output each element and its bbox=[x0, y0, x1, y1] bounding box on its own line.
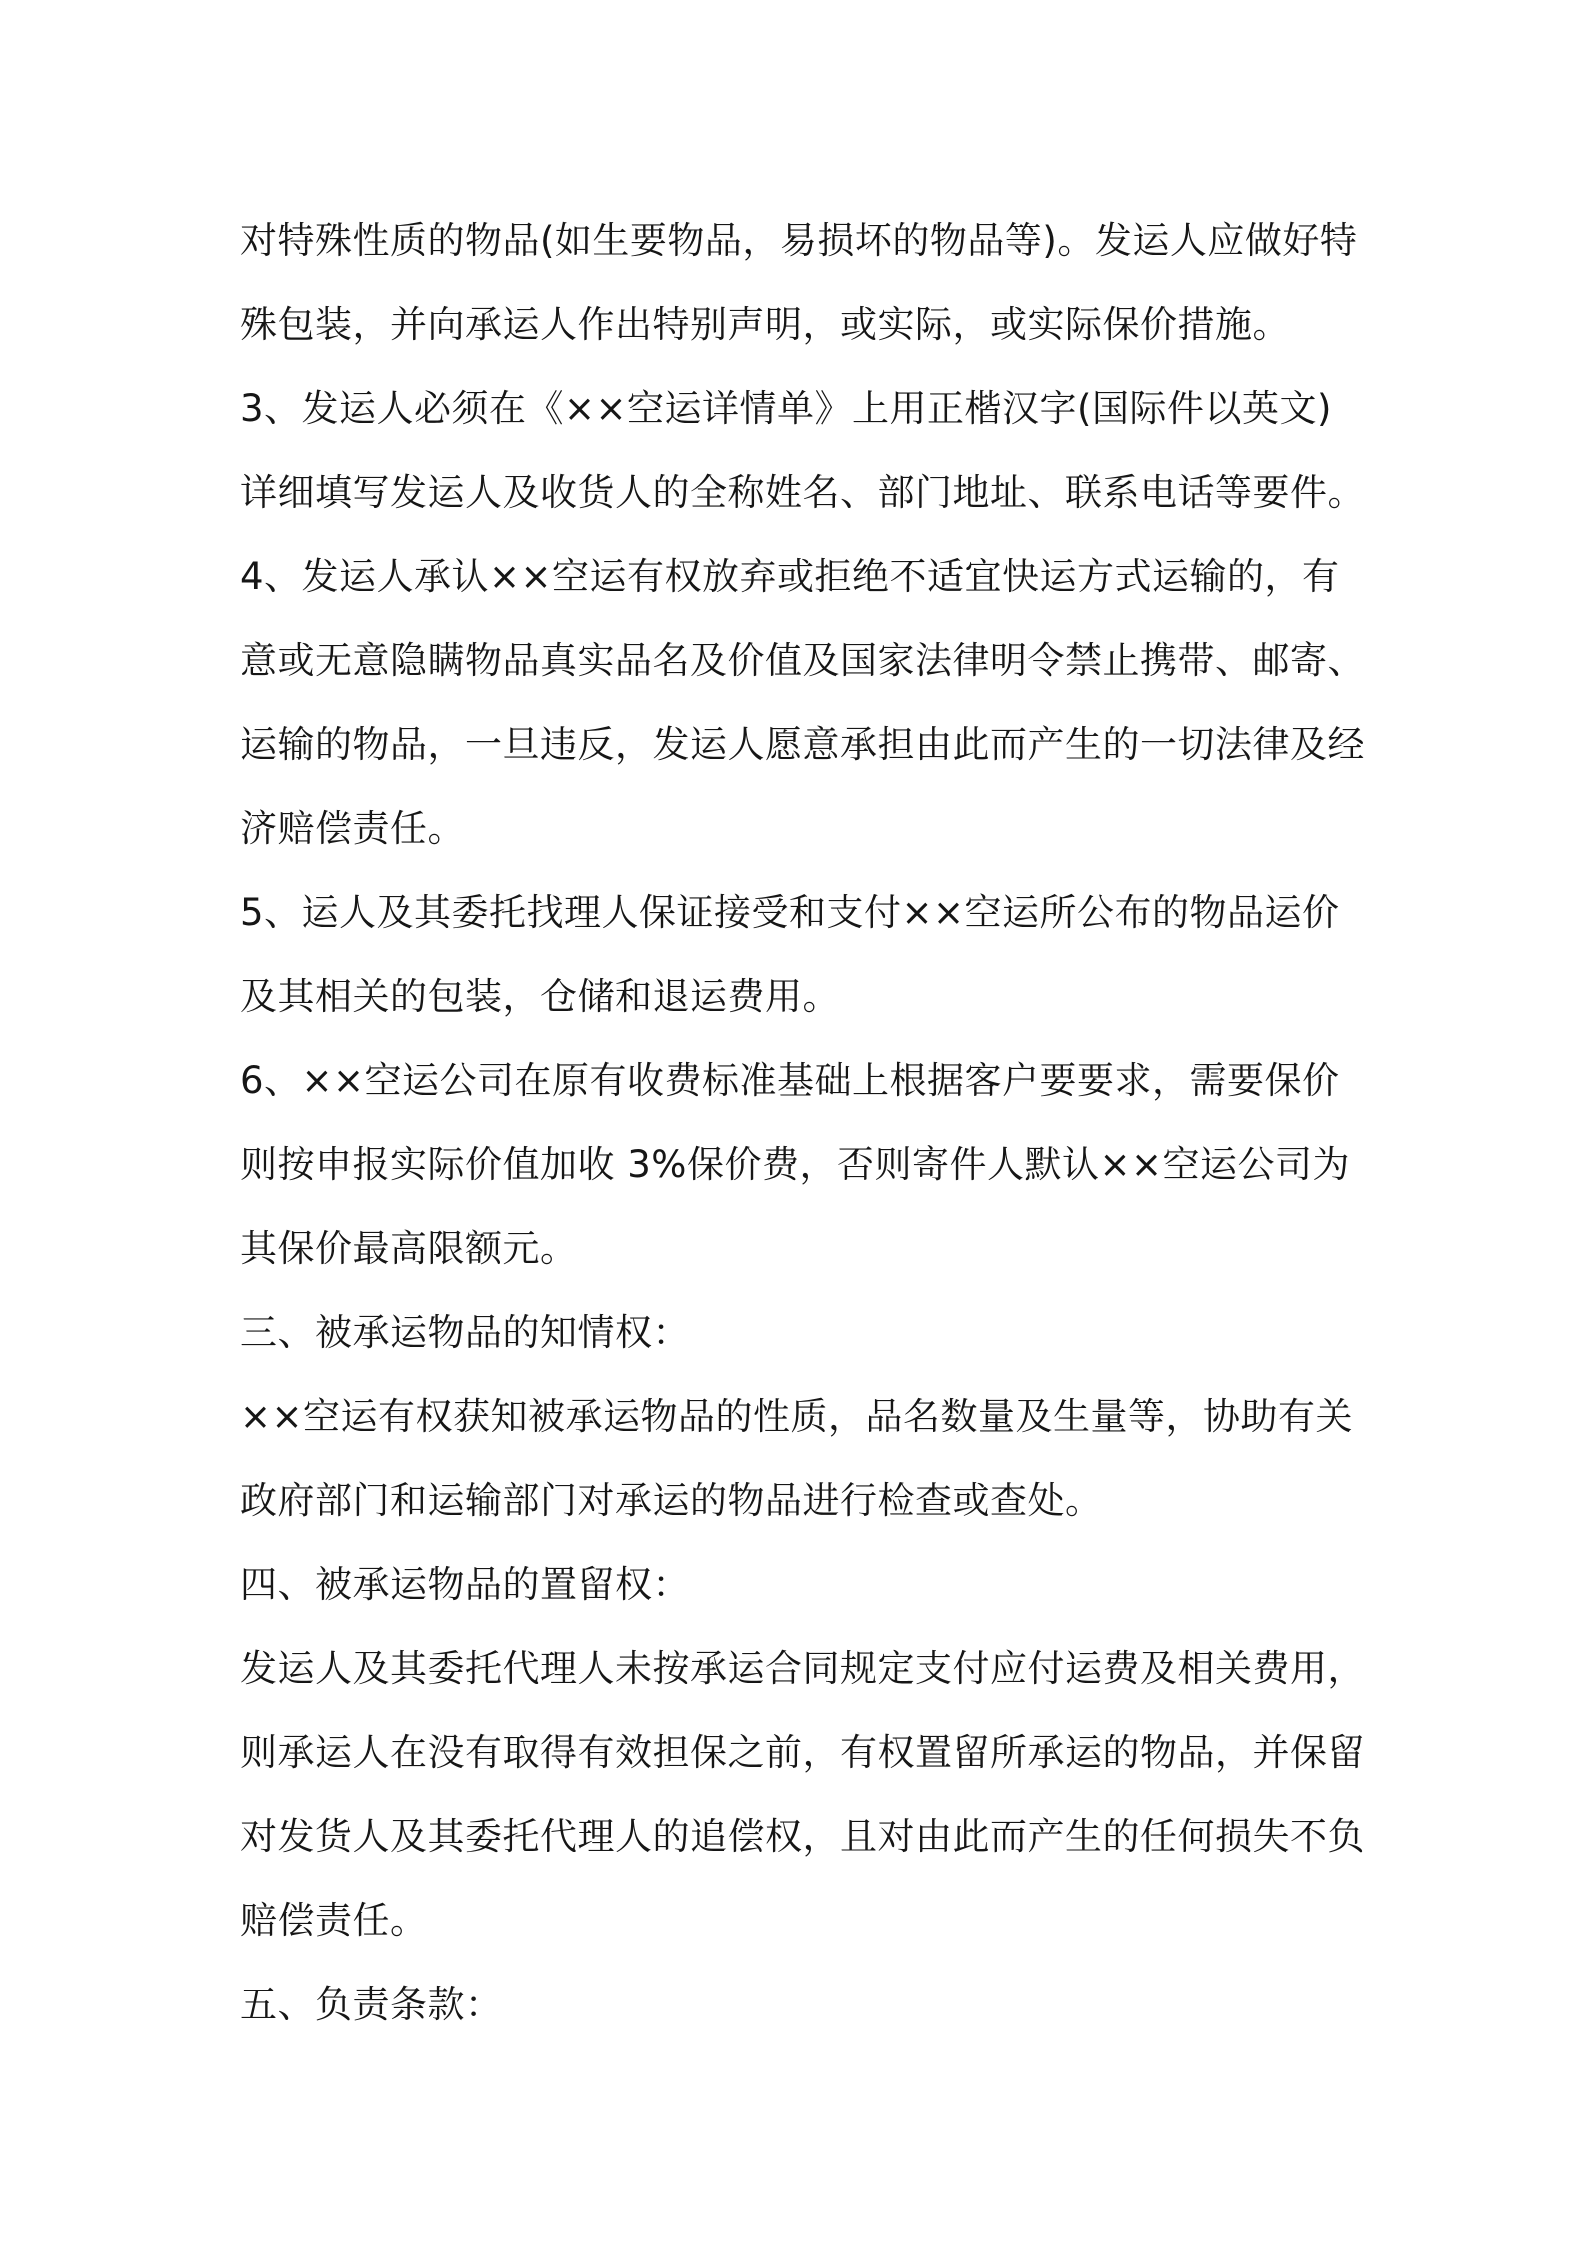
text-line: 则按申报实际价值加收 3%保价费，否则寄件人默认××空运公司为 bbox=[240, 1143, 1350, 1186]
text-line: 意或无意隐瞒物品真实品名及价值及国家法律明令禁止携带、邮寄、 bbox=[240, 639, 1365, 682]
text-line: 5、运人及其委托找理人保证接受和支付××空运所公布的物品运价 bbox=[240, 891, 1340, 934]
text-line: 详细填写发运人及收货人的全称姓名、部门地址、联系电话等要件。 bbox=[240, 471, 1365, 514]
text-line: 则承运人在没有取得有效担保之前，有权置留所承运的物品，并保留 bbox=[240, 1731, 1365, 1774]
text-line: 6、××空运公司在原有收费标准基础上根据客户要要求，需要保价 bbox=[240, 1059, 1340, 1102]
text-line: 其保价最高限额元。 bbox=[240, 1227, 578, 1270]
text-line: 发运人及其委托代理人未按承运合同规定支付应付运费及相关费用， bbox=[240, 1647, 1365, 1690]
section-heading: 四、被承运物品的置留权： bbox=[240, 1563, 690, 1606]
text-line: 4、发运人承认××空运有权放弃或拒绝不适宜快运方式运输的，有 bbox=[240, 555, 1340, 598]
text-line: ××空运有权获知被承运物品的性质，品名数量及生量等，协助有关 bbox=[240, 1395, 1354, 1438]
text-line: 运输的物品，一旦违反，发运人愿意承担由此而产生的一切法律及经 bbox=[240, 723, 1365, 766]
section-heading: 五、负责条款： bbox=[240, 1983, 503, 2026]
section-heading: 三、被承运物品的知情权： bbox=[240, 1311, 690, 1354]
text-line: 对特殊性质的物品(如生要物品，易损坏的物品等)。发运人应做好特 bbox=[240, 219, 1358, 262]
text-line: 赔偿责任。 bbox=[240, 1899, 428, 1942]
text-line: 对发货人及其委托代理人的追偿权，且对由此而产生的任何损失不负 bbox=[240, 1815, 1365, 1858]
text-line: 济赔偿责任。 bbox=[240, 807, 465, 850]
text-line: 及其相关的包装，仓储和退运费用。 bbox=[240, 975, 840, 1018]
text-line: 政府部门和运输部门对承运的物品进行检查或查处。 bbox=[240, 1479, 1103, 1522]
text-line: 3、发运人必须在《××空运详情单》上用正楷汉字(国际件以英文) bbox=[240, 387, 1332, 430]
document-body bbox=[240, 199, 1365, 2047]
text-line: 殊包装，并向承运人作出特别声明，或实际，或实际保价措施。 bbox=[240, 303, 1290, 346]
